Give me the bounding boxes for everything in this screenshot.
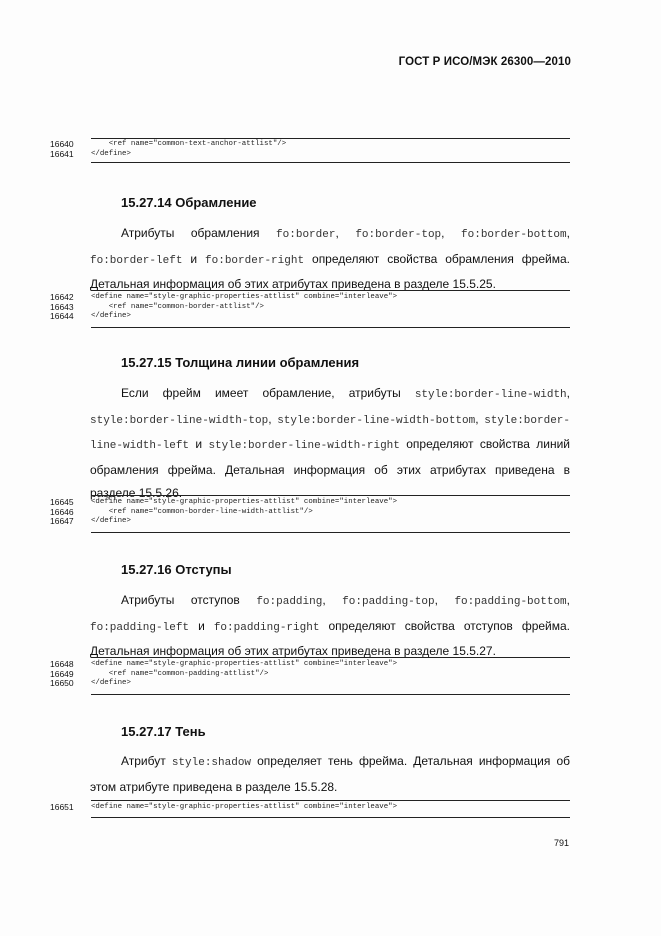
- code-text: <define name="style-graphic-properties-attlist" combine="interleave">: [91, 498, 398, 506]
- line-number: 16650: [50, 678, 74, 688]
- section-paragraph: Атрибуты обрамления fo:border, fo:border-top, fo:border-bottom, fo:border-left и fo:border-right определяют свойства обрамления фрейма. Детальная информация об этих атрибутах приведена в разделе 15.5.25.: [90, 226, 570, 291]
- code-text: </define>: [91, 149, 131, 158]
- line-number: 16642: [50, 292, 74, 302]
- code-block-1: [50, 138, 570, 159]
- line-number: 16647: [50, 516, 74, 526]
- line-number: 16640: [50, 139, 74, 149]
- code-block-2: [50, 290, 570, 322]
- line-number: 16648: [50, 659, 74, 669]
- section-paragraph: Атрибуты отступов fo:padding, fo:padding-top, fo:padding-bottom, fo:padding-left и fo:padding-right определяют свойства отступов фрейма. Детальная информация об этих атрибутах приведена в разделе 15.5.27.: [90, 593, 570, 658]
- code-rule-top: [91, 290, 570, 291]
- code-text: <ref name="common-text-anchor-attlist"/>: [91, 140, 287, 148]
- code-rule-top: [91, 138, 570, 139]
- line-number: 16651: [50, 802, 74, 812]
- section-heading: 15.27.17 Тень: [121, 724, 206, 739]
- code-line: [50, 312, 570, 322]
- code-line: [50, 303, 570, 313]
- code-rule-top: [91, 495, 570, 496]
- code-block-4: [50, 657, 570, 689]
- line-number: 16644: [50, 311, 74, 321]
- code-line: [50, 803, 570, 813]
- code-line: [50, 517, 570, 527]
- code-rule-bottom: [91, 327, 570, 328]
- code-text: <ref name="common-padding-attlist"/>: [91, 669, 269, 678]
- page-header: ГОСТ Р ИСО/МЭК 26300—2010: [398, 56, 571, 68]
- code-line: [50, 140, 570, 150]
- line-number: 16643: [50, 301, 74, 312]
- code-block-3: [50, 495, 570, 527]
- code-line: [50, 670, 570, 680]
- code-line: [50, 508, 570, 518]
- section-paragraph: Атрибут style:shadow определяет тень фрейма. Детальная информация об этом атрибуте приведена в разделе 15.5.28.: [90, 754, 570, 794]
- page-number: 791: [553, 838, 569, 848]
- code-line: [50, 498, 570, 508]
- code-text: <define name="style-graphic-properties-attlist" combine="interleave">: [91, 803, 398, 811]
- section-paragraph: Если фрейм имеет обрамление, атрибуты style:border-line-width, style:border-line-width-top, style:border-line-width-bottom, style:border-line-width-left и style:border-line-width-right определяют свойства линий обрамления фрейма. Детальная информация об этих атрибутах приведена в разделе 15.5.26.: [90, 386, 571, 500]
- code-line: [50, 660, 570, 670]
- line-number: 16645: [50, 497, 74, 507]
- code-text: </define>: [91, 312, 131, 320]
- code-rule-top: [91, 800, 570, 801]
- code-text: <define name="style-graphic-properties-attlist" combine="interleave">: [91, 660, 398, 668]
- code-text: </define>: [91, 517, 131, 525]
- code-line: [50, 293, 570, 303]
- code-rule-bottom: [91, 694, 570, 695]
- code-rule-top: [91, 657, 570, 658]
- code-rule-bottom: [91, 162, 570, 163]
- code-text: </define>: [91, 679, 131, 687]
- section-heading: 15.27.16 Отступы: [121, 562, 232, 577]
- code-block-5: [50, 800, 570, 813]
- line-number: 16646: [50, 506, 74, 517]
- code-text: <ref name="common-border-line-width-attlist"/>: [91, 507, 313, 516]
- section-heading: 15.27.15 Толщина линии обрамления: [121, 355, 360, 370]
- line-number: 16641: [50, 148, 74, 159]
- code-text: <ref name="common-border-attlist"/>: [91, 302, 264, 311]
- line-number: 16649: [50, 668, 74, 679]
- code-rule-bottom: [91, 532, 570, 533]
- code-text: <define name="style-graphic-properties-attlist" combine="interleave">: [91, 293, 398, 301]
- code-line: [50, 679, 570, 689]
- code-line: [50, 150, 570, 160]
- code-rule-bottom: [91, 817, 570, 818]
- section-heading: 15.27.14 Обрамление: [121, 195, 257, 210]
